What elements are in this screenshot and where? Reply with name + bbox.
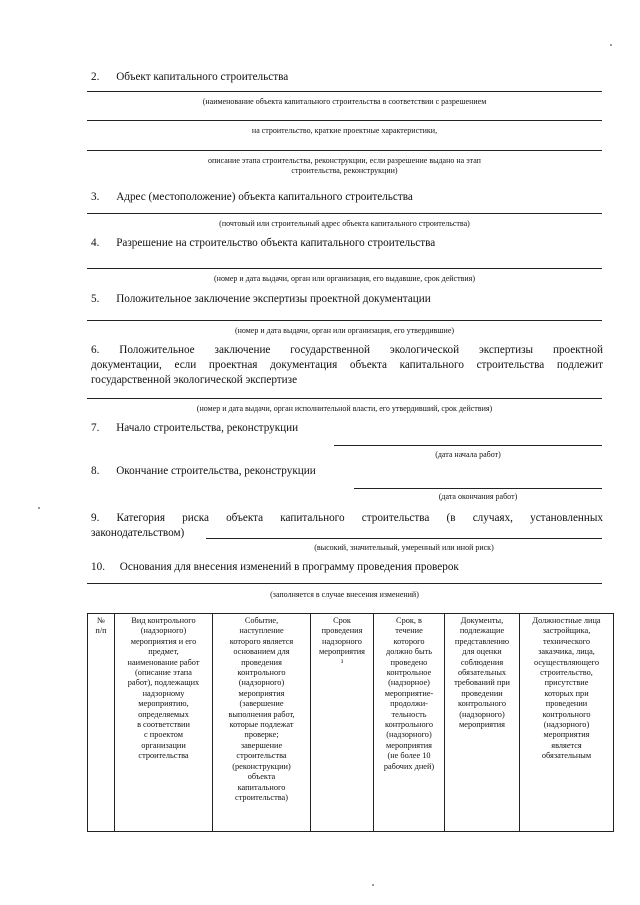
column-header-line: должно быть: [385, 647, 432, 657]
column-header-line: Срок: [333, 616, 351, 625]
column-header-line: для оценки: [462, 647, 502, 657]
section-2-fill-line-1: [87, 91, 602, 92]
column-header-line: контрольное: [386, 668, 432, 678]
column-header-line: п/п: [95, 626, 107, 636]
section-5-fill-line: [87, 320, 602, 321]
section-2-caption-3: описание этапа строительства, реконструкции, если разрешение выдано на этап: [208, 156, 481, 165]
section-10-fill-line: [87, 583, 602, 584]
column-header-line: (реконструкции): [232, 761, 291, 771]
column-header-line: обязательных: [457, 668, 507, 678]
column-header-line: (надзорного): [140, 626, 187, 636]
column-header-line: Срок, в: [396, 616, 422, 625]
section-10-heading: [91, 561, 459, 573]
section-3-heading: [91, 191, 413, 203]
section-6-number: 6.: [91, 344, 100, 356]
section-2-title: Объект капитального строительства: [116, 71, 289, 83]
column-header-term-text: [312, 616, 372, 668]
section-2-fill-line-2: [87, 120, 602, 121]
column-header-line: которого: [393, 636, 425, 646]
column-header-line: продолжи-: [390, 699, 428, 709]
column-header-line: мероприятия: [543, 730, 590, 740]
column-header-line: требований при: [454, 678, 510, 688]
column-header-officials-text: [521, 616, 612, 762]
column-header-line: (описание этапа: [135, 668, 192, 678]
section-4-fill-line: [87, 268, 602, 269]
section-7-number: 7.: [91, 422, 100, 434]
column-header-line: строительство,: [540, 668, 593, 678]
scan-speck: [372, 884, 374, 886]
section-3-title: Адрес (местоположение) объекта капитального строительства: [116, 191, 413, 203]
column-header-line: мероприятия и его: [130, 636, 197, 646]
column-header-line: организации: [141, 740, 186, 750]
column-header-line: рабочих дней): [383, 761, 435, 771]
column-header-line: предмет,: [148, 647, 179, 657]
section-5-title: Положительное заключение экспертизы проектной документации: [116, 293, 431, 305]
column-header-line: работ), подлежащих: [127, 678, 200, 688]
section-9-line-1: [91, 512, 603, 524]
column-header-duration: [374, 614, 445, 832]
section-2-heading: [91, 71, 288, 83]
column-header-line: №: [97, 616, 105, 625]
column-header-line: (надзорного): [459, 709, 505, 719]
column-header-line: соблюдения: [460, 657, 504, 667]
section-8-caption: (дата окончания работ): [438, 492, 518, 501]
column-header-line: Событие,: [244, 616, 279, 625]
column-header-documents-text: [446, 616, 518, 730]
column-header-line: строительства): [235, 792, 288, 802]
section-6-line-2: документации, если проектная документация объекта капитального строительства подлежит: [91, 359, 603, 371]
column-header-line: контрольного: [542, 709, 591, 719]
column-header-line: Документы,: [460, 616, 504, 625]
column-header-line: присутствие: [544, 678, 589, 688]
section-2-caption-4: строительства, реконструкции): [291, 166, 398, 175]
column-header-line: проведении: [545, 699, 588, 709]
column-header-line: мероприятию,: [138, 699, 189, 709]
column-header-line: контрольного: [385, 720, 433, 730]
section-10-caption: (заполняется в случае внесения изменений): [270, 590, 419, 599]
column-header-line: течение: [395, 626, 423, 636]
column-header-line: технического: [542, 636, 591, 646]
column-header-line: мероприятия: [319, 647, 365, 657]
column-header-line: наименование работ: [127, 657, 200, 667]
column-header-event-text: [214, 616, 309, 803]
section-4-caption: (номер и дата выдачи, орган или организация, его выдавшие, срок действия): [214, 274, 475, 283]
column-header-line: надзорного: [322, 636, 362, 646]
column-header-line: в соответствии: [137, 720, 190, 730]
column-header-line: тельность: [391, 709, 427, 719]
column-header-line: мероприятия: [459, 720, 505, 730]
section-10-title: Основания для внесения изменений в программу проведения проверок: [119, 561, 459, 573]
section-8-fill-line: [354, 488, 602, 489]
column-header-line: представлению: [454, 636, 510, 646]
column-header-line: Вид контрольного: [131, 616, 196, 625]
column-header-line: надзорному: [142, 688, 185, 698]
column-header-line: мероприятие-: [384, 688, 434, 698]
column-header-line: определяемых: [138, 709, 189, 719]
column-header-line: (надзорного): [543, 720, 590, 730]
section-8-heading: [91, 465, 316, 477]
column-header-line: подлежащие: [459, 626, 505, 636]
column-header-line: мероприятия: [238, 688, 285, 698]
scan-speck: [38, 507, 40, 509]
column-header-line: наступление: [239, 626, 284, 636]
section-6-fill-line: [87, 398, 602, 399]
section-9-fill-line: [206, 538, 602, 539]
table-header-row: [88, 614, 614, 832]
column-header-line: осуществляющего: [533, 657, 600, 667]
column-header-duration-text: [375, 616, 443, 772]
section-9-number: 9.: [91, 512, 100, 524]
column-header-line: (надзорного): [386, 730, 432, 740]
section-9-caption: (высокий, значительный, умеренный или иной риск): [314, 543, 494, 552]
column-header-line: заказчика, лица,: [538, 647, 595, 657]
section-8-number: 8.: [91, 465, 100, 477]
section-4-heading: [91, 237, 435, 249]
column-header-line: которых при: [544, 688, 589, 698]
column-header-line: обязательным: [541, 751, 592, 761]
column-header-line: капитального: [237, 782, 286, 792]
scan-speck: [610, 44, 612, 46]
column-header-line: которые подлежат: [229, 720, 294, 730]
section-8-title: Окончание строительства, реконструкции: [116, 465, 316, 477]
column-header-line: является: [551, 740, 582, 750]
inspection-program-table: [87, 613, 614, 832]
section-2-caption-2: на строительство, краткие проектные характеристики,: [251, 126, 438, 135]
section-3-number: 3.: [91, 191, 100, 203]
column-header-line: Должностные лица: [532, 616, 601, 625]
column-header-line: (надзорное): [388, 678, 430, 688]
section-4-title: Разрешение на строительство объекта капитального строительства: [116, 237, 436, 249]
section-6-line-3: государственной экологической экспертизе: [91, 374, 298, 386]
column-header-line: контрольного: [237, 668, 286, 678]
section-3-fill-line: [87, 213, 602, 214]
column-header-term: [311, 614, 374, 832]
column-header-number: [88, 614, 115, 832]
column-header-line: (завершение: [239, 699, 284, 709]
section-5-number: 5.: [91, 293, 100, 305]
column-header-line: строительства: [236, 751, 287, 761]
column-header-activity-type-text: [116, 616, 211, 762]
column-header-line: мероприятия: [386, 740, 432, 750]
section-6-line-1: [91, 344, 603, 356]
column-header-line: выполнения работ,: [228, 709, 295, 719]
section-7-caption: (дата начала работ): [435, 450, 501, 459]
column-header-line: завершение: [240, 740, 283, 750]
column-header-line: проведения: [241, 657, 282, 667]
column-header-activity-type: [115, 614, 213, 832]
column-header-line: объекта: [247, 772, 276, 782]
section-6-caption: (номер и дата выдачи, орган исполнительной власти, его утвердивший, срок действия): [196, 404, 493, 413]
section-3-caption: (почтовый или строительный адрес объекта капитального строительства): [219, 219, 470, 228]
section-5-heading: [91, 293, 431, 305]
column-header-line: застройщика,: [542, 626, 591, 636]
column-header-line: проверке;: [244, 730, 279, 740]
column-header-officials: [520, 614, 614, 832]
column-header-event: [213, 614, 311, 832]
section-9-text-1: Категория риска объекта капитального строительства (в случаях, установленных: [116, 512, 604, 524]
section-7-fill-line: [334, 445, 602, 446]
section-6-text-1: Положительное заключение государственной экологической экспертизы проектной: [119, 344, 603, 356]
column-header-line: которого является: [229, 636, 294, 646]
section-2-caption-1: (наименование объекта капитального строительства в соответствии с разрешением: [202, 97, 487, 106]
section-7-heading: [91, 422, 298, 434]
section-4-number: 4.: [91, 237, 100, 249]
section-10-number: 10.: [91, 561, 105, 573]
section-9-line-2: законодательством): [91, 527, 185, 539]
column-header-line: с проектом: [144, 730, 183, 740]
column-header-line: строительства: [138, 751, 189, 761]
column-header-line: проведено: [390, 657, 428, 667]
section-5-caption: (номер и дата выдачи, орган или организация, его утвердившие): [234, 326, 455, 335]
column-header-line: проведении: [461, 688, 503, 698]
section-2-fill-line-3: [87, 150, 602, 151]
column-header-line: (не более 10: [387, 751, 431, 761]
column-header-line: ³: [340, 657, 344, 667]
column-header-line: основанием для: [233, 647, 290, 657]
column-header-line: проведения: [321, 626, 363, 636]
column-header-documents: [445, 614, 520, 832]
section-7-title: Начало строительства, реконструкции: [116, 422, 299, 434]
column-header-line: контрольного: [458, 699, 506, 709]
column-header-number-text: [89, 616, 113, 637]
column-header-line: (надзорного): [238, 678, 285, 688]
section-2-number: 2.: [91, 71, 100, 83]
